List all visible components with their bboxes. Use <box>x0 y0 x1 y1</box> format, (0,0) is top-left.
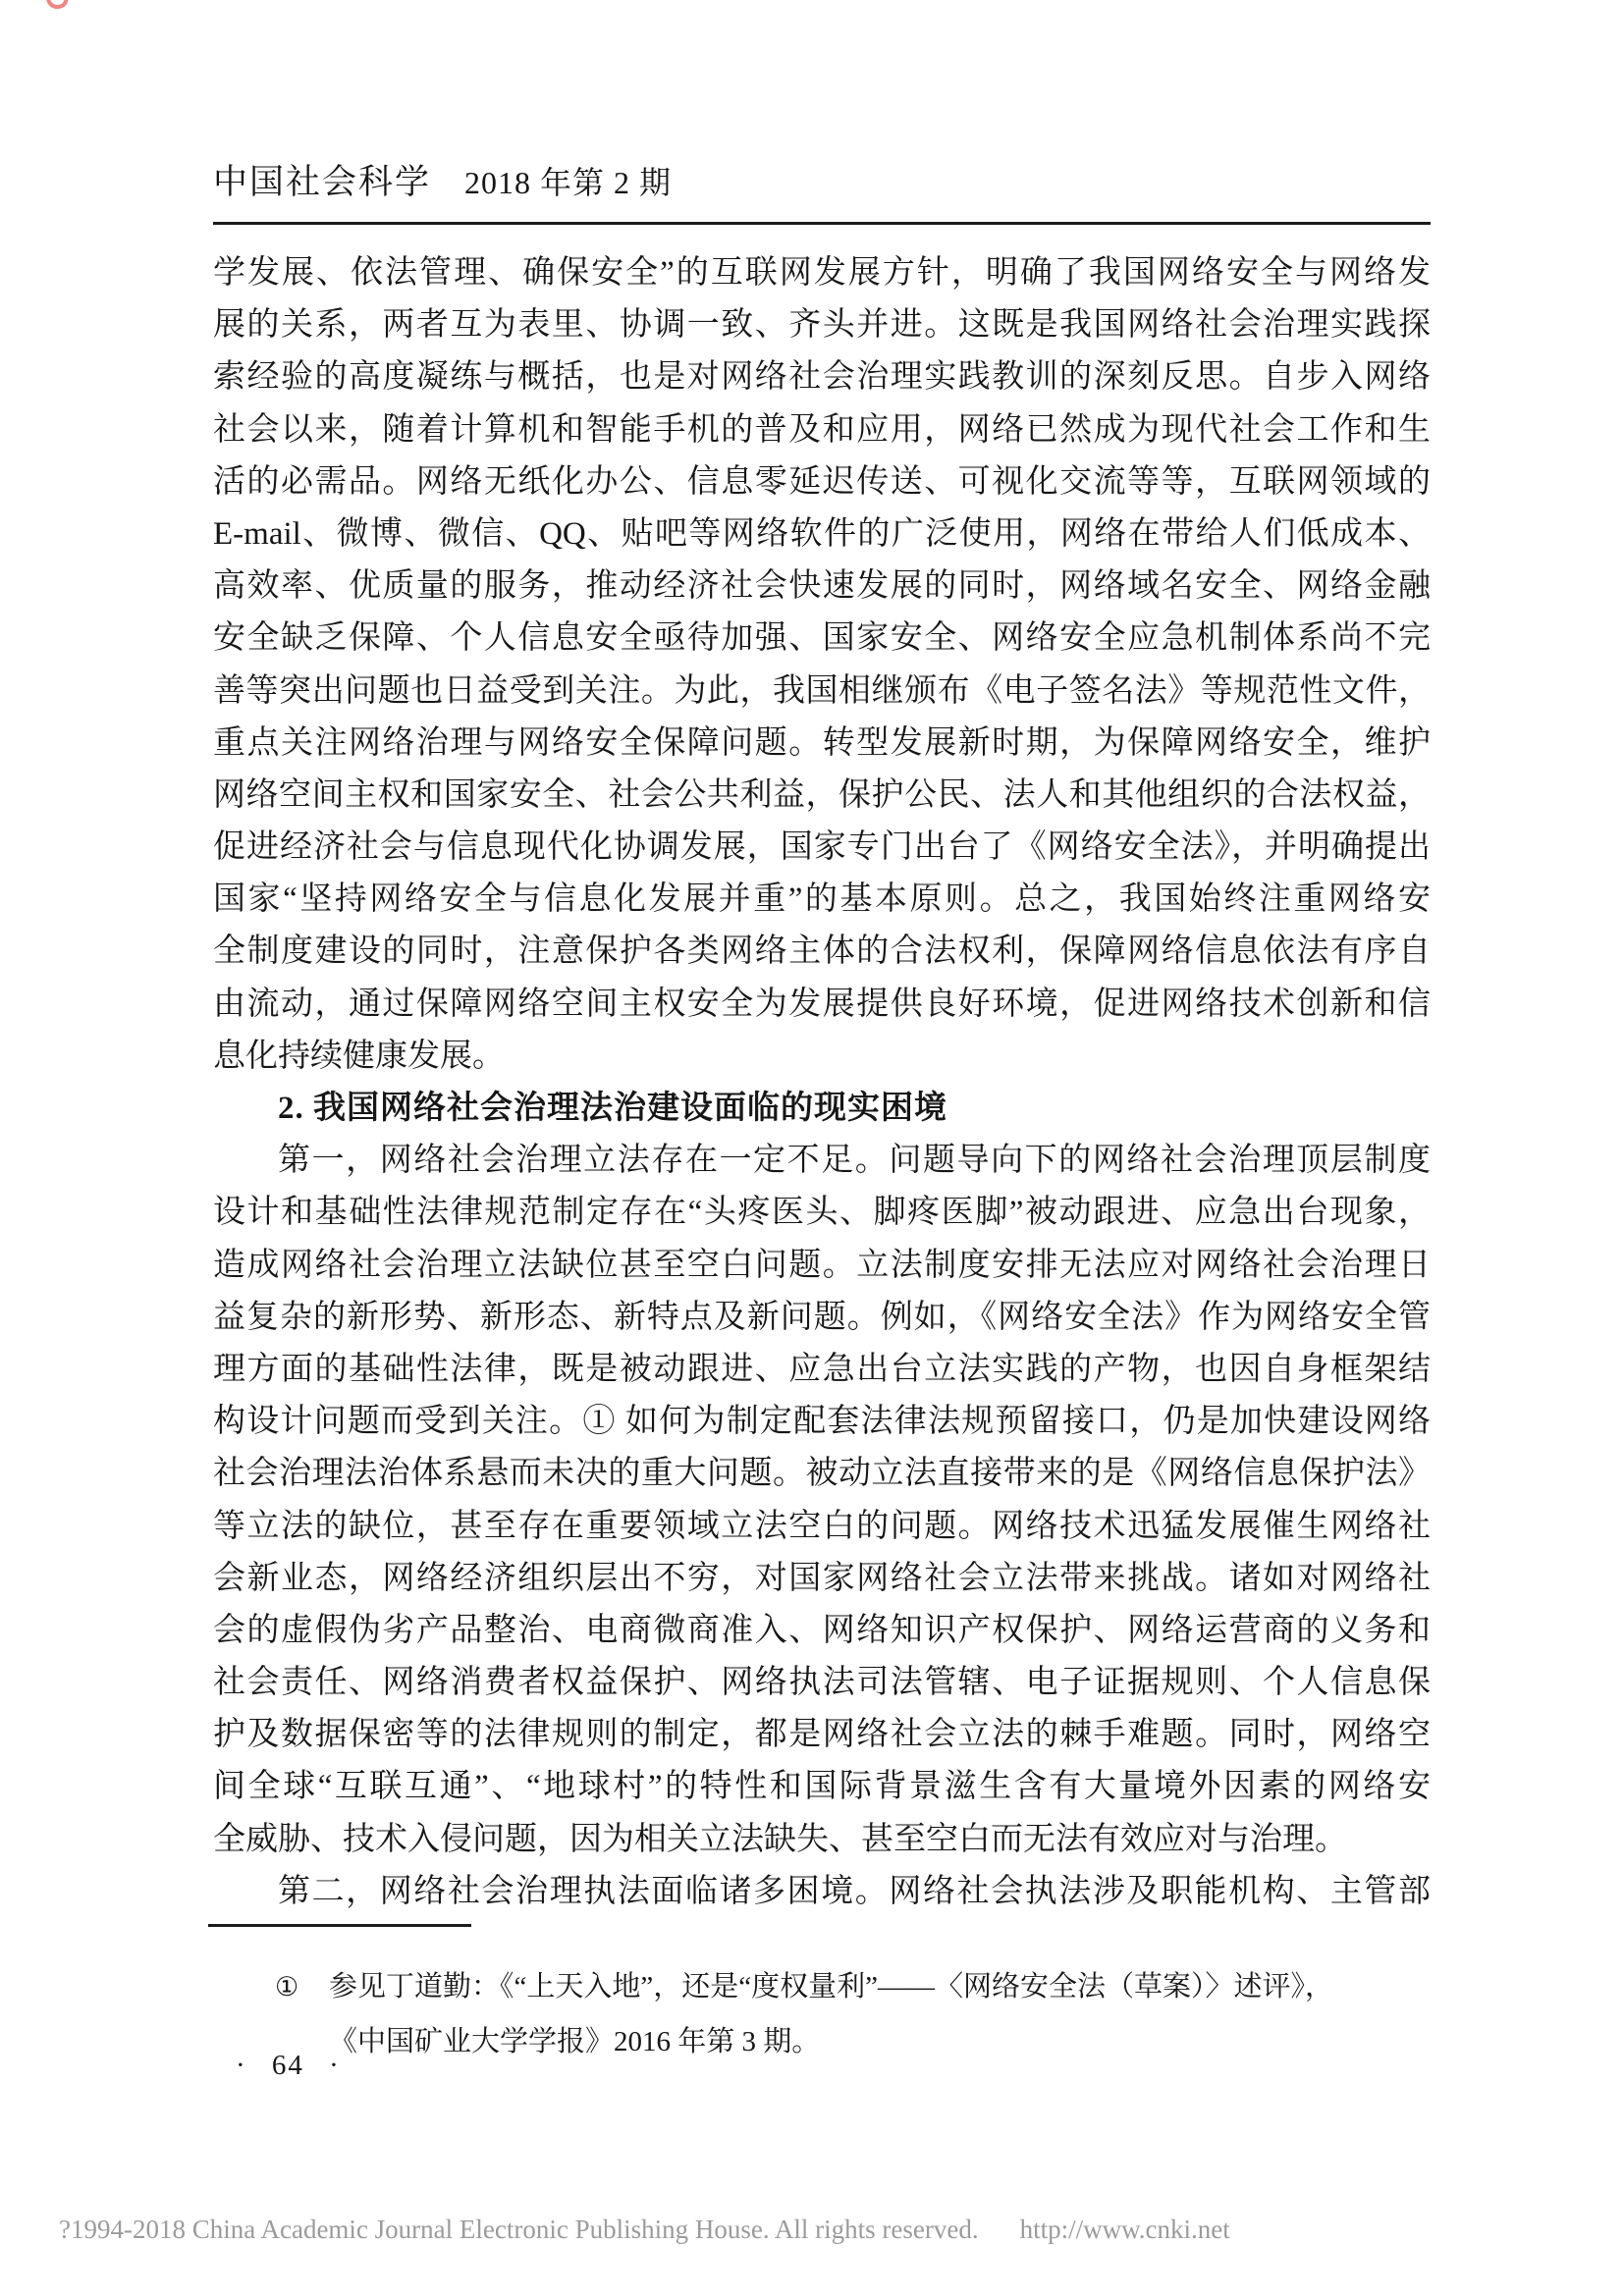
article-body <box>213 247 1431 1918</box>
body-line: 2. 我国网络社会治理法治建设面临的现实困境 <box>278 1091 947 1126</box>
body-line: 设计和基础性法律规范制定存在“头疼医头、脚疼医脚”被动跟进、应急出台现象， <box>213 1195 1431 1231</box>
body-line: 学发展、依法管理、确保安全”的互联网发展方针，明确了我国网络安全与网络发 <box>213 255 1431 291</box>
running-head <box>213 155 1431 204</box>
body-line: 促进经济社会与信息现代化协调发展，国家专门出台了《网络安全法》，并明确提出 <box>213 829 1431 866</box>
footnote-text <box>329 1959 1434 2069</box>
body-line: 会的虚假伪劣产品整治、电商微商准入、网络知识产权保护、网络运营商的义务和 <box>213 1612 1431 1648</box>
body-line: 造成网络社会治理立法缺位甚至空白问题。立法制度安排无法应对网络社会治理日 <box>213 1247 1431 1283</box>
body-line: 社会责任、网络消费者权益保护、网络执法司法管辖、电子证据规则、个人信息保 <box>213 1665 1431 1701</box>
body-line: 善等突出问题也日益受到关注。为此，我国相继颁布《电子签名法》等规范性文件， <box>213 672 1431 709</box>
page-number: · 64 · <box>236 2050 341 2081</box>
journal-title: 中国社会科学 <box>213 163 432 201</box>
body-line: 间全球“互联互通”、“地球村”的特性和国际背景滋生含有大量境外因素的网络安 <box>213 1769 1431 1805</box>
footnote-marker: ① <box>275 1972 299 2002</box>
body-line: 社会以来，随着计算机和智能手机的普及和应用，网络已然成为现代社会工作和生 <box>213 411 1431 448</box>
body-line: 重点关注网络治理与网络安全保障问题。转型发展新时期，为保障网络安全，维护 <box>213 724 1431 761</box>
footnote-separator <box>208 1924 471 1927</box>
red-scan-artifact-icon <box>45 0 71 14</box>
footnote-line-1: 参见丁道勤：《“上天入地”，还是“度权量利”——〈网络安全法（草案）〉述评》， <box>329 1971 1333 2002</box>
body-line: 会新业态，网络经济组织层出不穷，对国家网络社会立法带来挑战。诸如对网络社 <box>213 1560 1431 1596</box>
body-line: 等立法的缺位，甚至存在重要领域立法空白的问题。网络技术迅猛发展催生网络社 <box>213 1508 1431 1544</box>
body-line: 理方面的基础性法律，既是被动跟进、应急出台立法实践的产物，也因自身框架结 <box>213 1351 1431 1387</box>
body-line: 构设计问题而受到关注。① 如何为制定配套法律法规预留接口，仍是加快建设网络 <box>213 1404 1431 1440</box>
copyright-text: ?1994-2018 China Academic Journal Electronic Publishing House. All rights reserved. <box>59 2215 979 2244</box>
cnki-url: http://www.cnki.net <box>1019 2215 1230 2244</box>
body-line: 活的必需品。网络无纸化办公、信息零延迟传送、可视化交流等等，互联网领域的 <box>213 463 1431 500</box>
body-line: 全威胁、技术入侵问题，因为相关立法缺失、甚至空白而无法有效应对与治理。 <box>213 1821 1347 1857</box>
body-line: 益复杂的新形势、新形态、新特点及新问题。例如，《网络安全法》作为网络安全管 <box>213 1299 1431 1335</box>
body-line: 第一，网络社会治理立法存在一定不足。问题导向下的网络社会治理顶层制度 <box>278 1143 1431 1179</box>
body-line: E-mail、微博、微信、QQ、贴吧等网络软件的广泛使用，网络在带给人们低成本、 <box>213 515 1431 552</box>
cnki-footer <box>59 2215 1571 2245</box>
body-line: 高效率、优质量的服务，推动经济社会快速发展的同时，网络域名安全、网络金融 <box>213 568 1431 605</box>
body-line: 安全缺乏保障、个人信息安全亟待加强、国家安全、网络安全应急机制体系尚不完 <box>213 620 1431 657</box>
body-line: 社会治理法治体系悬而未决的重大问题。被动立法直接带来的是《网络信息保护法》 <box>213 1456 1431 1492</box>
body-line: 第二，网络社会治理执法面临诸多困境。网络社会执法涉及职能机构、主管部 <box>278 1873 1431 1909</box>
footnote-line-2: 《中国矿业大学学报》2016 年第 3 期。 <box>329 2026 821 2057</box>
body-line: 由流动，通过保障网络空间主权安全为发展提供良好环境，促进网络技术创新和信 <box>213 986 1431 1022</box>
body-line: 索经验的高度凝练与概括，也是对网络社会治理实践教训的深刻反思。自步入网络 <box>213 359 1431 396</box>
body-line: 息化持续健康发展。 <box>213 1038 505 1074</box>
body-line: 国家“坚持网络安全与信息化发展并重”的基本原则。总之，我国始终注重网络安 <box>213 881 1431 918</box>
issue-label: 2018 年第 2 期 <box>464 165 673 200</box>
body-line: 护及数据保密等的法律规则的制定，都是网络社会立法的棘手难题。同时，网络空 <box>213 1717 1431 1753</box>
footnote <box>275 1959 1434 2069</box>
body-line: 网络空间主权和国家安全、社会公共利益，保护公民、法人和其他组织的合法权益， <box>213 776 1431 813</box>
body-line: 全制度建设的同时，注意保护各类网络主体的合法权利，保障网络信息依法有序自 <box>213 934 1431 970</box>
body-line: 展的关系，两者互为表里、协调一致、齐头并进。这既是我国网络社会治理实践探 <box>213 307 1431 344</box>
header-rule <box>213 222 1431 225</box>
